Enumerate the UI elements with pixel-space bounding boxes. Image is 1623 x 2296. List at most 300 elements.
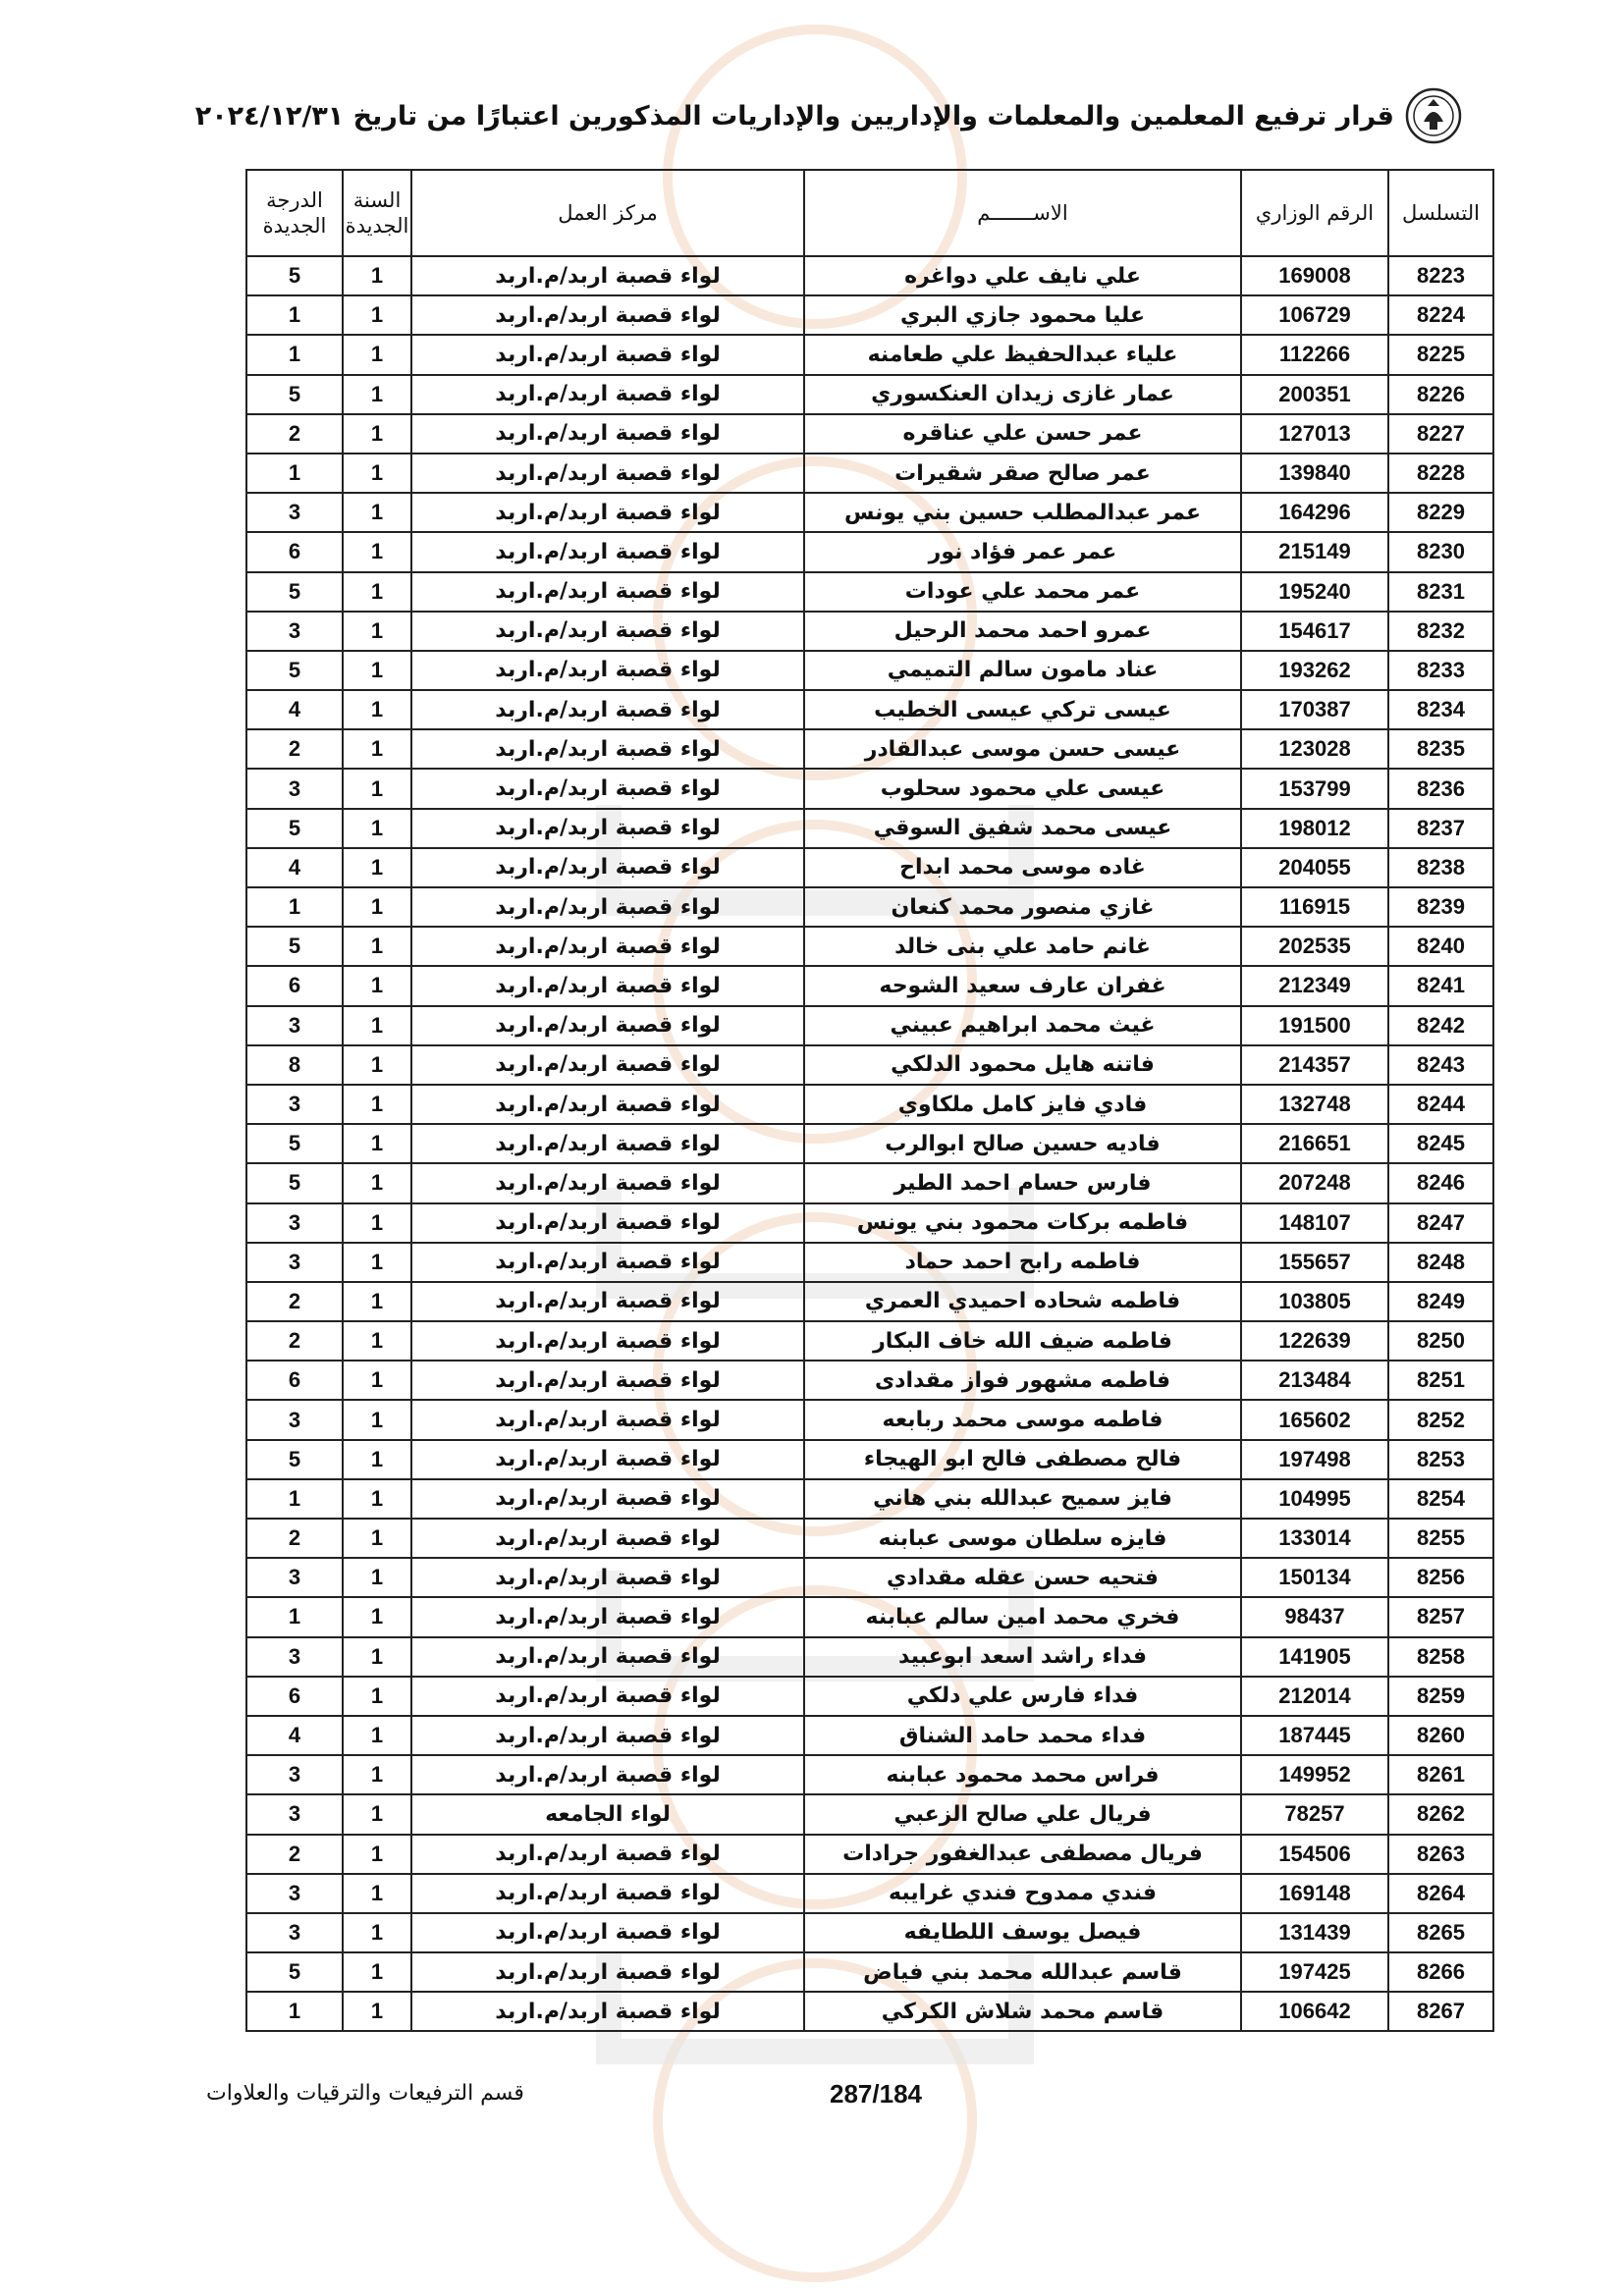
cell-new-grade: 5 bbox=[246, 375, 343, 414]
cell-work-center: لواء قصبة اربد/م.اربد bbox=[411, 1203, 804, 1243]
cell-new-year: 1 bbox=[343, 414, 411, 454]
cell-work-center: لواء قصبة اربد/م.اربد bbox=[411, 809, 804, 848]
cell-ministry-number: 133014 bbox=[1241, 1519, 1388, 1558]
cell-serial: 8248 bbox=[1388, 1243, 1493, 1282]
cell-ministry-number: 104995 bbox=[1241, 1479, 1388, 1519]
table-row bbox=[246, 690, 1493, 729]
cell-name: فاطمه موسى محمد ربابعه bbox=[804, 1400, 1241, 1439]
cell-work-center: لواء قصبة اربد/م.اربد bbox=[411, 848, 804, 887]
cell-work-center: لواء قصبة اربد/م.اربد bbox=[411, 1992, 804, 2031]
cell-serial: 8245 bbox=[1388, 1124, 1493, 1163]
cell-ministry-number: 154617 bbox=[1241, 612, 1388, 651]
cell-serial: 8228 bbox=[1388, 454, 1493, 493]
cell-ministry-number: 195240 bbox=[1241, 572, 1388, 612]
cell-new-grade: 1 bbox=[246, 1479, 343, 1519]
cell-serial: 8246 bbox=[1388, 1163, 1493, 1202]
table-row bbox=[246, 1716, 1493, 1755]
cell-serial: 8251 bbox=[1388, 1361, 1493, 1400]
cell-new-year: 1 bbox=[343, 572, 411, 612]
cell-new-year: 1 bbox=[343, 1952, 411, 1992]
cell-name: قاسم محمد شلاش الكركي bbox=[804, 1992, 1241, 2031]
cell-new-year: 1 bbox=[343, 1321, 411, 1361]
cell-serial: 8236 bbox=[1388, 769, 1493, 808]
cell-name: قاسم عبدالله محمد بني فياض bbox=[804, 1952, 1241, 1992]
cell-new-year: 1 bbox=[343, 1400, 411, 1439]
cell-new-grade: 1 bbox=[246, 454, 343, 493]
cell-work-center: لواء قصبة اربد/م.اربد bbox=[411, 612, 804, 651]
cell-name: عمرو احمد محمد الرحيل bbox=[804, 612, 1241, 651]
cell-ministry-number: 116915 bbox=[1241, 887, 1388, 927]
cell-serial: 8241 bbox=[1388, 966, 1493, 1005]
cell-work-center: لواء قصبة اربد/م.اربد bbox=[411, 1045, 804, 1085]
cell-new-year: 1 bbox=[343, 769, 411, 808]
cell-serial: 8250 bbox=[1388, 1321, 1493, 1361]
cell-name: غاده موسى محمد ابداح bbox=[804, 848, 1241, 887]
cell-new-grade: 5 bbox=[246, 809, 343, 848]
cell-name: عيسى تركي عيسى الخطيب bbox=[804, 690, 1241, 729]
cell-serial: 8242 bbox=[1388, 1006, 1493, 1045]
cell-ministry-number: 215149 bbox=[1241, 532, 1388, 571]
cell-work-center: لواء قصبة اربد/م.اربد bbox=[411, 1874, 804, 1913]
cell-new-year: 1 bbox=[343, 256, 411, 295]
cell-new-grade: 2 bbox=[246, 1321, 343, 1361]
table-row bbox=[246, 335, 1493, 374]
cell-name: فالح مصطفى فالح ابو الهيجاء bbox=[804, 1440, 1241, 1479]
cell-name: عمار غازى زيدان العنكسوري bbox=[804, 375, 1241, 414]
cell-new-year: 1 bbox=[343, 887, 411, 927]
cell-serial: 8265 bbox=[1388, 1913, 1493, 1952]
table-row bbox=[246, 414, 1493, 454]
cell-work-center: لواء قصبة اربد/م.اربد bbox=[411, 532, 804, 571]
cell-serial: 8237 bbox=[1388, 809, 1493, 848]
cell-ministry-number: 207248 bbox=[1241, 1163, 1388, 1202]
column-header-new-grade: الدرجة الجديدة bbox=[246, 170, 343, 256]
table-row bbox=[246, 1479, 1493, 1519]
cell-serial: 8243 bbox=[1388, 1045, 1493, 1085]
cell-work-center: لواء قصبة اربد/م.اربد bbox=[411, 1440, 804, 1479]
cell-ministry-number: 149952 bbox=[1241, 1755, 1388, 1794]
cell-new-year: 1 bbox=[343, 927, 411, 966]
cell-new-grade: 3 bbox=[246, 769, 343, 808]
table-row bbox=[246, 1558, 1493, 1597]
table-row bbox=[246, 1124, 1493, 1163]
column-header-serial: التسلسل bbox=[1388, 170, 1493, 256]
cell-new-grade: 3 bbox=[246, 1794, 343, 1834]
cell-new-grade: 2 bbox=[246, 1835, 343, 1874]
cell-work-center: لواء قصبة اربد/م.اربد bbox=[411, 1519, 804, 1558]
cell-serial: 8254 bbox=[1388, 1479, 1493, 1519]
cell-serial: 8230 bbox=[1388, 532, 1493, 571]
cell-new-year: 1 bbox=[343, 1124, 411, 1163]
cell-work-center: لواء قصبة اربد/م.اربد bbox=[411, 414, 804, 454]
cell-work-center: لواء قصبة اربد/م.اربد bbox=[411, 690, 804, 729]
cell-name: عمر حسن علي عناقره bbox=[804, 414, 1241, 454]
cell-serial: 8267 bbox=[1388, 1992, 1493, 2031]
cell-ministry-number: 98437 bbox=[1241, 1597, 1388, 1636]
cell-ministry-number: 132748 bbox=[1241, 1085, 1388, 1124]
cell-new-grade: 3 bbox=[246, 1006, 343, 1045]
table-row bbox=[246, 809, 1493, 848]
cell-name: فتحيه حسن عقله مقدادي bbox=[804, 1558, 1241, 1597]
cell-new-grade: 6 bbox=[246, 966, 343, 1005]
cell-new-grade: 1 bbox=[246, 335, 343, 374]
cell-new-year: 1 bbox=[343, 690, 411, 729]
cell-name: فادي فايز كامل ملكاوي bbox=[804, 1085, 1241, 1124]
ministry-emblem-icon bbox=[1404, 86, 1463, 145]
cell-work-center: لواء قصبة اربد/م.اربد bbox=[411, 769, 804, 808]
cell-new-grade: 1 bbox=[246, 295, 343, 335]
cell-new-grade: 3 bbox=[246, 612, 343, 651]
cell-ministry-number: 122639 bbox=[1241, 1321, 1388, 1361]
cell-serial: 8262 bbox=[1388, 1794, 1493, 1834]
table-row bbox=[246, 612, 1493, 651]
cell-serial: 8266 bbox=[1388, 1952, 1493, 1992]
cell-new-grade: 5 bbox=[246, 927, 343, 966]
cell-ministry-number: 169008 bbox=[1241, 256, 1388, 295]
cell-work-center: لواء قصبة اربد/م.اربد bbox=[411, 493, 804, 532]
table-row bbox=[246, 1203, 1493, 1243]
cell-name: غيث محمد ابراهيم عبيني bbox=[804, 1006, 1241, 1045]
cell-name: فخري محمد امين سالم عبابنه bbox=[804, 1597, 1241, 1636]
table-row bbox=[246, 1085, 1493, 1124]
cell-name: عمر محمد علي عودات bbox=[804, 572, 1241, 612]
cell-work-center: لواء قصبة اربد/م.اربد bbox=[411, 375, 804, 414]
cell-serial: 8227 bbox=[1388, 414, 1493, 454]
cell-name: فاطمه مشهور فواز مقدادى bbox=[804, 1361, 1241, 1400]
cell-name: فاطمه ضيف الله خاف البكار bbox=[804, 1321, 1241, 1361]
cell-new-year: 1 bbox=[343, 809, 411, 848]
cell-new-year: 1 bbox=[343, 1085, 411, 1124]
cell-serial: 8226 bbox=[1388, 375, 1493, 414]
cell-new-grade: 2 bbox=[246, 1282, 343, 1321]
cell-name: فاطمه رابح احمد حماد bbox=[804, 1243, 1241, 1282]
cell-new-grade: 3 bbox=[246, 1085, 343, 1124]
cell-name: غازي منصور محمد كنعان bbox=[804, 887, 1241, 927]
cell-ministry-number: 112266 bbox=[1241, 335, 1388, 374]
cell-new-grade: 3 bbox=[246, 1558, 343, 1597]
table-row bbox=[246, 295, 1493, 335]
promotions-table bbox=[245, 169, 1494, 2032]
cell-work-center: لواء قصبة اربد/م.اربد bbox=[411, 1479, 804, 1519]
cell-name: عيسى حسن موسى عبدالقادر bbox=[804, 729, 1241, 769]
cell-name: عمر صالح صقر شقيرات bbox=[804, 454, 1241, 493]
cell-ministry-number: 202535 bbox=[1241, 927, 1388, 966]
cell-work-center: لواء قصبة اربد/م.اربد bbox=[411, 572, 804, 612]
cell-ministry-number: 212349 bbox=[1241, 966, 1388, 1005]
cell-new-year: 1 bbox=[343, 1361, 411, 1400]
cell-new-year: 1 bbox=[343, 1558, 411, 1597]
cell-name: فارس حسام احمد الطير bbox=[804, 1163, 1241, 1202]
cell-new-year: 1 bbox=[343, 651, 411, 690]
cell-work-center: لواء قصبة اربد/م.اربد bbox=[411, 1558, 804, 1597]
cell-new-year: 1 bbox=[343, 1677, 411, 1716]
table-row bbox=[246, 1440, 1493, 1479]
cell-name: فاديه حسين صالح ابوالرب bbox=[804, 1124, 1241, 1163]
cell-new-grade: 2 bbox=[246, 414, 343, 454]
column-header-new-year: السنة الجديدة bbox=[343, 170, 411, 256]
table-row bbox=[246, 1163, 1493, 1202]
cell-new-grade: 5 bbox=[246, 1163, 343, 1202]
cell-name: فاطمه بركات محمود بني يونس bbox=[804, 1203, 1241, 1243]
table-row bbox=[246, 887, 1493, 927]
table-row bbox=[246, 1794, 1493, 1834]
cell-work-center: لواء قصبة اربد/م.اربد bbox=[411, 256, 804, 295]
cell-new-year: 1 bbox=[343, 1755, 411, 1794]
cell-new-grade: 5 bbox=[246, 256, 343, 295]
cell-serial: 8253 bbox=[1388, 1440, 1493, 1479]
cell-serial: 8256 bbox=[1388, 1558, 1493, 1597]
cell-new-grade: 6 bbox=[246, 1361, 343, 1400]
cell-new-year: 1 bbox=[343, 966, 411, 1005]
page-footer bbox=[196, 2079, 1492, 2118]
cell-work-center: لواء قصبة اربد/م.اربد bbox=[411, 1952, 804, 1992]
table-row bbox=[246, 927, 1493, 966]
cell-new-grade: 5 bbox=[246, 1124, 343, 1163]
cell-serial: 8247 bbox=[1388, 1203, 1493, 1243]
cell-new-year: 1 bbox=[343, 295, 411, 335]
cell-new-grade: 6 bbox=[246, 532, 343, 571]
cell-new-grade: 5 bbox=[246, 651, 343, 690]
cell-new-grade: 3 bbox=[246, 1243, 343, 1282]
cell-ministry-number: 170387 bbox=[1241, 690, 1388, 729]
cell-new-year: 1 bbox=[343, 1913, 411, 1952]
cell-name: غفران عارف سعيد الشوحه bbox=[804, 966, 1241, 1005]
cell-name: فداء فارس علي دلكي bbox=[804, 1677, 1241, 1716]
cell-serial: 8252 bbox=[1388, 1400, 1493, 1439]
cell-new-grade: 5 bbox=[246, 1952, 343, 1992]
cell-name: غانم حامد علي بنى خالد bbox=[804, 927, 1241, 966]
cell-work-center: لواء قصبة اربد/م.اربد bbox=[411, 927, 804, 966]
cell-ministry-number: 193262 bbox=[1241, 651, 1388, 690]
table-row bbox=[246, 1282, 1493, 1321]
table-row bbox=[246, 1400, 1493, 1439]
table-row bbox=[246, 1992, 1493, 2031]
cell-serial: 8263 bbox=[1388, 1835, 1493, 1874]
cell-serial: 8264 bbox=[1388, 1874, 1493, 1913]
cell-ministry-number: 78257 bbox=[1241, 1794, 1388, 1834]
table-row bbox=[246, 769, 1493, 808]
table-row bbox=[246, 729, 1493, 769]
cell-work-center: لواء قصبة اربد/م.اربد bbox=[411, 1243, 804, 1282]
cell-new-grade: 2 bbox=[246, 729, 343, 769]
cell-name: فاطمه شحاده احميدي العمري bbox=[804, 1282, 1241, 1321]
cell-ministry-number: 204055 bbox=[1241, 848, 1388, 887]
column-header-ministry-number: الرقم الوزاري bbox=[1241, 170, 1388, 256]
cell-ministry-number: 139840 bbox=[1241, 454, 1388, 493]
cell-serial: 8232 bbox=[1388, 612, 1493, 651]
table-row bbox=[246, 1243, 1493, 1282]
table-header-row bbox=[246, 170, 1493, 256]
cell-name: فريال مصطفى عبدالغفور جرادات bbox=[804, 1835, 1241, 1874]
cell-name: فايزه سلطان موسى عبابنه bbox=[804, 1519, 1241, 1558]
cell-work-center: لواء قصبة اربد/م.اربد bbox=[411, 651, 804, 690]
cell-new-year: 1 bbox=[343, 1163, 411, 1202]
cell-new-grade: 3 bbox=[246, 1637, 343, 1677]
cell-work-center: لواء قصبة اربد/م.اربد bbox=[411, 1716, 804, 1755]
cell-new-year: 1 bbox=[343, 1637, 411, 1677]
table-row bbox=[246, 966, 1493, 1005]
cell-serial: 8255 bbox=[1388, 1519, 1493, 1558]
table-row bbox=[246, 1597, 1493, 1636]
cell-name: علي نايف علي دواغره bbox=[804, 256, 1241, 295]
cell-serial: 8260 bbox=[1388, 1716, 1493, 1755]
cell-name: فداء محمد حامد الشناق bbox=[804, 1716, 1241, 1755]
cell-work-center: لواء قصبة اربد/م.اربد bbox=[411, 1361, 804, 1400]
cell-work-center: لواء قصبة اربد/م.اربد bbox=[411, 1637, 804, 1677]
table-row bbox=[246, 1519, 1493, 1558]
column-header-work-center: مركز العمل bbox=[411, 170, 804, 256]
column-header-name: الاســـــــم bbox=[804, 170, 1241, 256]
cell-name: فيصل يوسف اللطايفه bbox=[804, 1913, 1241, 1952]
cell-new-grade: 3 bbox=[246, 1203, 343, 1243]
cell-serial: 8225 bbox=[1388, 335, 1493, 374]
table-row bbox=[246, 1321, 1493, 1361]
cell-serial: 8223 bbox=[1388, 256, 1493, 295]
cell-new-year: 1 bbox=[343, 1519, 411, 1558]
cell-serial: 8240 bbox=[1388, 927, 1493, 966]
table-row bbox=[246, 532, 1493, 571]
cell-new-year: 1 bbox=[343, 1243, 411, 1282]
cell-ministry-number: 187445 bbox=[1241, 1716, 1388, 1755]
cell-serial: 8224 bbox=[1388, 295, 1493, 335]
cell-work-center: لواء قصبة اربد/م.اربد bbox=[411, 1913, 804, 1952]
cell-work-center: لواء قصبة اربد/م.اربد bbox=[411, 335, 804, 374]
cell-work-center: لواء قصبة اربد/م.اربد bbox=[411, 1282, 804, 1321]
cell-new-year: 1 bbox=[343, 532, 411, 571]
cell-new-year: 1 bbox=[343, 335, 411, 374]
cell-work-center: لواء قصبة اربد/م.اربد bbox=[411, 1755, 804, 1794]
cell-new-year: 1 bbox=[343, 493, 411, 532]
cell-serial: 8258 bbox=[1388, 1637, 1493, 1677]
table-row bbox=[246, 1874, 1493, 1913]
cell-work-center: لواء الجامعه bbox=[411, 1794, 804, 1834]
table-row bbox=[246, 1952, 1493, 1992]
cell-work-center: لواء قصبة اربد/م.اربد bbox=[411, 295, 804, 335]
cell-new-year: 1 bbox=[343, 1597, 411, 1636]
cell-name: فريال علي صالح الزعبي bbox=[804, 1794, 1241, 1834]
table-row bbox=[246, 493, 1493, 532]
cell-new-grade: 2 bbox=[246, 1519, 343, 1558]
cell-ministry-number: 197498 bbox=[1241, 1440, 1388, 1479]
cell-new-year: 1 bbox=[343, 375, 411, 414]
cell-new-grade: 4 bbox=[246, 690, 343, 729]
cell-ministry-number: 164296 bbox=[1241, 493, 1388, 532]
cell-serial: 8235 bbox=[1388, 729, 1493, 769]
cell-serial: 8259 bbox=[1388, 1677, 1493, 1716]
cell-ministry-number: 165602 bbox=[1241, 1400, 1388, 1439]
cell-new-year: 1 bbox=[343, 1045, 411, 1085]
cell-ministry-number: 106642 bbox=[1241, 1992, 1388, 2031]
table-row bbox=[246, 1755, 1493, 1794]
table-row bbox=[246, 848, 1493, 887]
cell-name: علياء عبدالحفيظ علي طعامنه bbox=[804, 335, 1241, 374]
cell-serial: 8249 bbox=[1388, 1282, 1493, 1321]
cell-serial: 8261 bbox=[1388, 1755, 1493, 1794]
cell-name: فراس محمد محمود عبابنه bbox=[804, 1755, 1241, 1794]
cell-name: عيسى علي محمود سحلوب bbox=[804, 769, 1241, 808]
page-title: قرار ترفيع المعلمين والمعلمات والإداريين والإداريات المذكورين اعتبارًا من تاريخ ٢٠٢٤/١٢/٣١ bbox=[194, 100, 1394, 132]
cell-work-center: لواء قصبة اربد/م.اربد bbox=[411, 1163, 804, 1202]
table-row bbox=[246, 454, 1493, 493]
table-row bbox=[246, 1677, 1493, 1716]
cell-name: فندي ممدوح فندي غرايبه bbox=[804, 1874, 1241, 1913]
cell-work-center: لواء قصبة اربد/م.اربد bbox=[411, 729, 804, 769]
cell-ministry-number: 127013 bbox=[1241, 414, 1388, 454]
cell-name: عمر عبدالمطلب حسين بني يونس bbox=[804, 493, 1241, 532]
cell-ministry-number: 131439 bbox=[1241, 1913, 1388, 1952]
cell-ministry-number: 153799 bbox=[1241, 769, 1388, 808]
cell-new-year: 1 bbox=[343, 612, 411, 651]
cell-name: عناد مامون سالم التميمي bbox=[804, 651, 1241, 690]
cell-ministry-number: 214357 bbox=[1241, 1045, 1388, 1085]
cell-new-grade: 4 bbox=[246, 848, 343, 887]
cell-name: عمر عمر فؤاد نور bbox=[804, 532, 1241, 571]
document-header bbox=[194, 77, 1463, 155]
cell-ministry-number: 198012 bbox=[1241, 809, 1388, 848]
cell-work-center: لواء قصبة اربد/م.اربد bbox=[411, 454, 804, 493]
cell-work-center: لواء قصبة اربد/م.اربد bbox=[411, 1400, 804, 1439]
cell-work-center: لواء قصبة اربد/م.اربد bbox=[411, 1677, 804, 1716]
cell-ministry-number: 154506 bbox=[1241, 1835, 1388, 1874]
cell-name: فداء راشد اسعد ابوعبيد bbox=[804, 1637, 1241, 1677]
cell-new-year: 1 bbox=[343, 1794, 411, 1834]
cell-new-year: 1 bbox=[343, 1440, 411, 1479]
table-row bbox=[246, 1913, 1493, 1952]
cell-new-year: 1 bbox=[343, 1479, 411, 1519]
cell-new-grade: 5 bbox=[246, 572, 343, 612]
cell-work-center: لواء قصبة اربد/م.اربد bbox=[411, 1597, 804, 1636]
cell-new-grade: 3 bbox=[246, 1755, 343, 1794]
cell-ministry-number: 212014 bbox=[1241, 1677, 1388, 1716]
table-row bbox=[246, 651, 1493, 690]
cell-serial: 8231 bbox=[1388, 572, 1493, 612]
table-row bbox=[246, 1045, 1493, 1085]
cell-serial: 8239 bbox=[1388, 887, 1493, 927]
cell-new-year: 1 bbox=[343, 1282, 411, 1321]
cell-new-year: 1 bbox=[343, 1716, 411, 1755]
cell-ministry-number: 200351 bbox=[1241, 375, 1388, 414]
cell-new-grade: 8 bbox=[246, 1045, 343, 1085]
cell-new-year: 1 bbox=[343, 1203, 411, 1243]
cell-name: عيسى محمد شفيق السوقي bbox=[804, 809, 1241, 848]
cell-new-year: 1 bbox=[343, 1006, 411, 1045]
cell-new-year: 1 bbox=[343, 1835, 411, 1874]
cell-ministry-number: 103805 bbox=[1241, 1282, 1388, 1321]
cell-ministry-number: 155657 bbox=[1241, 1243, 1388, 1282]
cell-new-grade: 1 bbox=[246, 1597, 343, 1636]
table-row bbox=[246, 1637, 1493, 1677]
cell-name: عليا محمود جازي البري bbox=[804, 295, 1241, 335]
cell-ministry-number: 213484 bbox=[1241, 1361, 1388, 1400]
cell-new-year: 1 bbox=[343, 454, 411, 493]
cell-work-center: لواء قصبة اربد/م.اربد bbox=[411, 1006, 804, 1045]
cell-new-grade: 3 bbox=[246, 1874, 343, 1913]
cell-new-grade: 6 bbox=[246, 1677, 343, 1716]
cell-new-year: 1 bbox=[343, 729, 411, 769]
cell-serial: 8229 bbox=[1388, 493, 1493, 532]
table-row bbox=[246, 375, 1493, 414]
table-row bbox=[246, 1361, 1493, 1400]
cell-work-center: لواء قصبة اربد/م.اربد bbox=[411, 1124, 804, 1163]
page-number: 287/184 bbox=[830, 2079, 922, 2109]
cell-ministry-number: 123028 bbox=[1241, 729, 1388, 769]
cell-ministry-number: 191500 bbox=[1241, 1006, 1388, 1045]
cell-new-grade: 3 bbox=[246, 1913, 343, 1952]
cell-new-grade: 4 bbox=[246, 1716, 343, 1755]
cell-work-center: لواء قصبة اربد/م.اربد bbox=[411, 1321, 804, 1361]
department-name: قسم الترفيعات والترقيات والعلاوات bbox=[206, 2081, 524, 2106]
cell-new-grade: 5 bbox=[246, 1440, 343, 1479]
